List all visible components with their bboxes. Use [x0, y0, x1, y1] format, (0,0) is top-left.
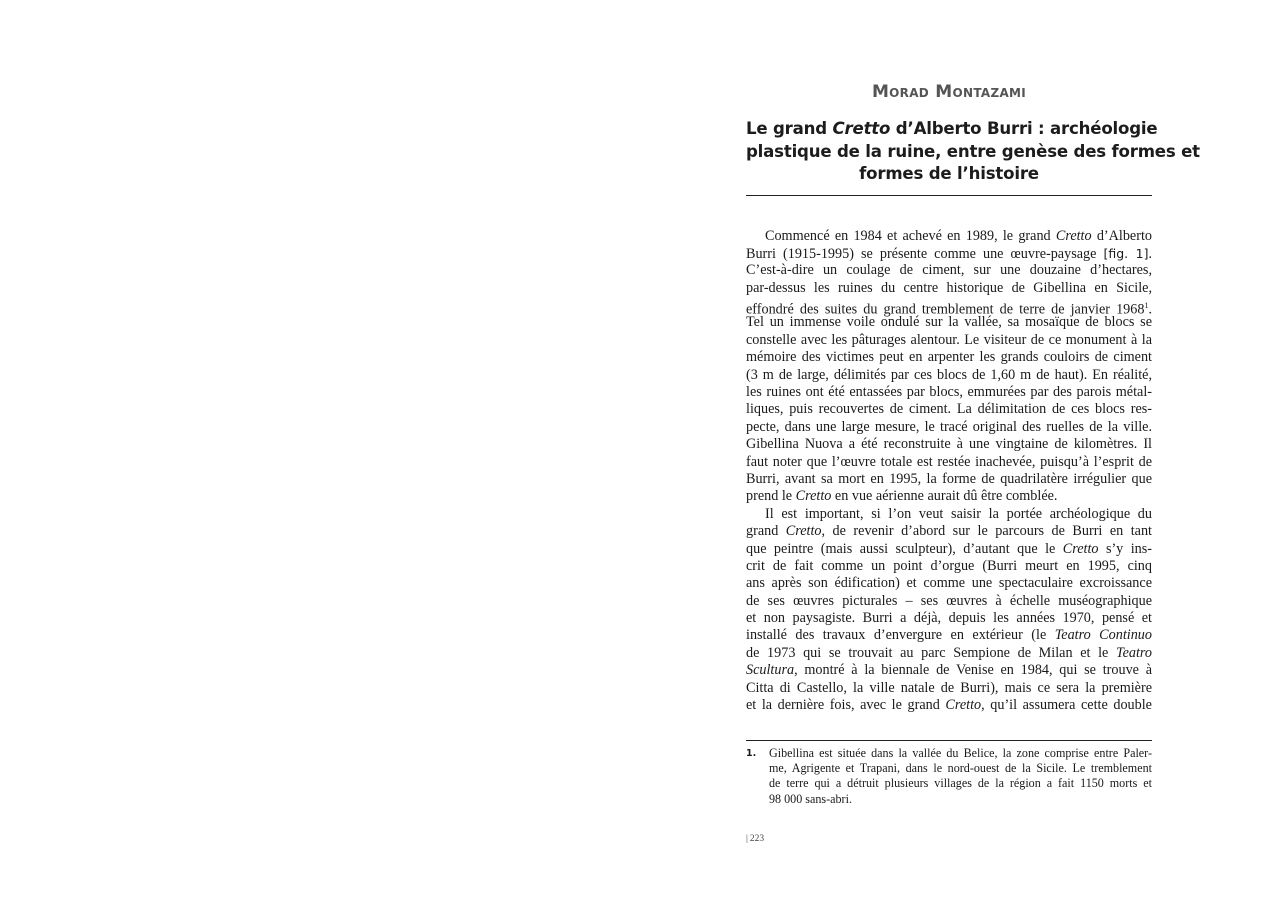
text-line: constelle avec les pâturages alentour. Le visiteur de ce monument à la	[746, 331, 1152, 348]
text-line: crit de fait comme un point d’orgue (Burri meurt en 1995, cinq	[746, 557, 1152, 574]
footnote-marker[interactable]: 1	[1144, 301, 1149, 311]
text-line: (3 m de large, délimités par ces blocs de 1,60 m de haut). En réalité,	[746, 366, 1152, 383]
footnote-text	[769, 746, 1152, 807]
footnote-number: 1.	[746, 748, 757, 759]
body-text	[746, 228, 1152, 715]
footnote-line: 98 000 sans-abri.	[769, 791, 852, 806]
footnote-line: de terre qui a détruit plusieurs villages de la région a fait 1150 morts et	[769, 776, 1152, 791]
text-line: installé des travaux d’envergure en extérieur (le Teatro Continuo	[746, 627, 1152, 644]
text-line: Scultura, montré à la biennale de Venise en 1984, qui se trouve à	[746, 662, 1152, 679]
text-line: pecte, dans une large mesure, le tracé original des ruelles de la ville.	[746, 418, 1152, 435]
text-line: Il est important, si l’on veut saisir la portée archéologique du	[765, 505, 1152, 522]
title-divider	[746, 195, 1152, 196]
text-line: C’est-à-dire un coulage de ciment, sur une douzaine d’hectares,	[746, 262, 1152, 279]
text-line: Commencé en 1984 et achevé en 1989, le grand Cretto d’Alberto	[765, 227, 1152, 244]
text-line: Burri, avant sa mort en 1995, la forme de quadrilatère irrégulier que	[746, 470, 1152, 487]
title-line-2: plastique de la ruine, entre genèse des formes et	[746, 141, 1200, 161]
paragraph-1	[746, 228, 1152, 506]
text-line: grand Cretto, de revenir d’abord sur le parcours de Burri en tant	[746, 523, 1152, 540]
text-line: que peintre (mais aussi sculpteur), d’autant que le Cretto s’y ins-	[746, 540, 1152, 557]
text-line: liques, puis recouvertes de ciment. La délimitation de ces blocs res-	[746, 401, 1152, 418]
text-line: de 1973 qui se trouvait au parc Sempione de Milan et le Teatro	[746, 644, 1152, 661]
title-line-1: Le grand Cretto d’Alberto Burri : archéologie	[746, 119, 1158, 138]
text-line: de ses œuvres picturales – ses œuvres à échelle muséographique	[746, 592, 1152, 609]
footnote-divider	[746, 740, 1152, 741]
chapter-title	[746, 118, 1200, 186]
footnote-line: Gibellina est située dans la vallée du Belice, la zone comprise entre Paler-	[769, 746, 1152, 760]
text-line: par-dessus les ruines du centre historique de Gibellina en Sicile,	[746, 279, 1152, 296]
text-line: Citta di Castello, la ville natale de Burri), mais ce sera la première	[746, 679, 1152, 696]
text-line: faut noter que l’œuvre totale est restée inachevée, puisqu’à l’esprit de	[746, 453, 1152, 470]
text-line: prend le Cretto en vue aérienne aurait dû être comblée.	[746, 488, 1058, 505]
folio-bar: |	[746, 834, 748, 844]
text-line: et la dernière fois, avec le grand Cretto, qu’il assumera cette double	[746, 697, 1152, 714]
author-name: Morad Montazami	[871, 82, 1027, 102]
text-line: Tel un immense voile ondulé sur la vallée, sa mosaïque de blocs se	[746, 314, 1152, 331]
figure-reference[interactable]: [fig. 1]	[1103, 245, 1149, 261]
text-line: et non paysagiste. Burri a déjà, depuis les années 1970, pensé et	[746, 610, 1152, 627]
footnote	[746, 746, 1152, 807]
text-line: Burri (1915-1995) se présente comme une œuvre-paysage [fig. 1].	[746, 245, 1153, 262]
text-line: effondré des suites du grand tremblement de terre de janvier 1968$^1$.	[746, 301, 1152, 318]
text-line: les ruines ont été entassées par blocs, emmurées par des parois métal-	[746, 384, 1152, 401]
page-number	[746, 834, 764, 844]
text-line: mémoire des victimes peut en arpenter les grands couloirs de ciment	[746, 349, 1152, 366]
book-page	[746, 82, 1200, 844]
page-number-value: 223	[749, 834, 765, 844]
title-line-3: formes de l’histoire	[859, 164, 1039, 183]
text-line: ans après son édification) et comme une spectaculaire excroissance	[746, 575, 1152, 592]
text-line: Gibellina Nuova a été reconstruite à une vingtaine de kilomètres. Il	[746, 436, 1152, 453]
paragraph-2	[746, 506, 1152, 715]
footnote-line: me, Agrigente et Trapani, dans le nord-ouest de la Sicile. Le tremblement	[769, 761, 1152, 776]
